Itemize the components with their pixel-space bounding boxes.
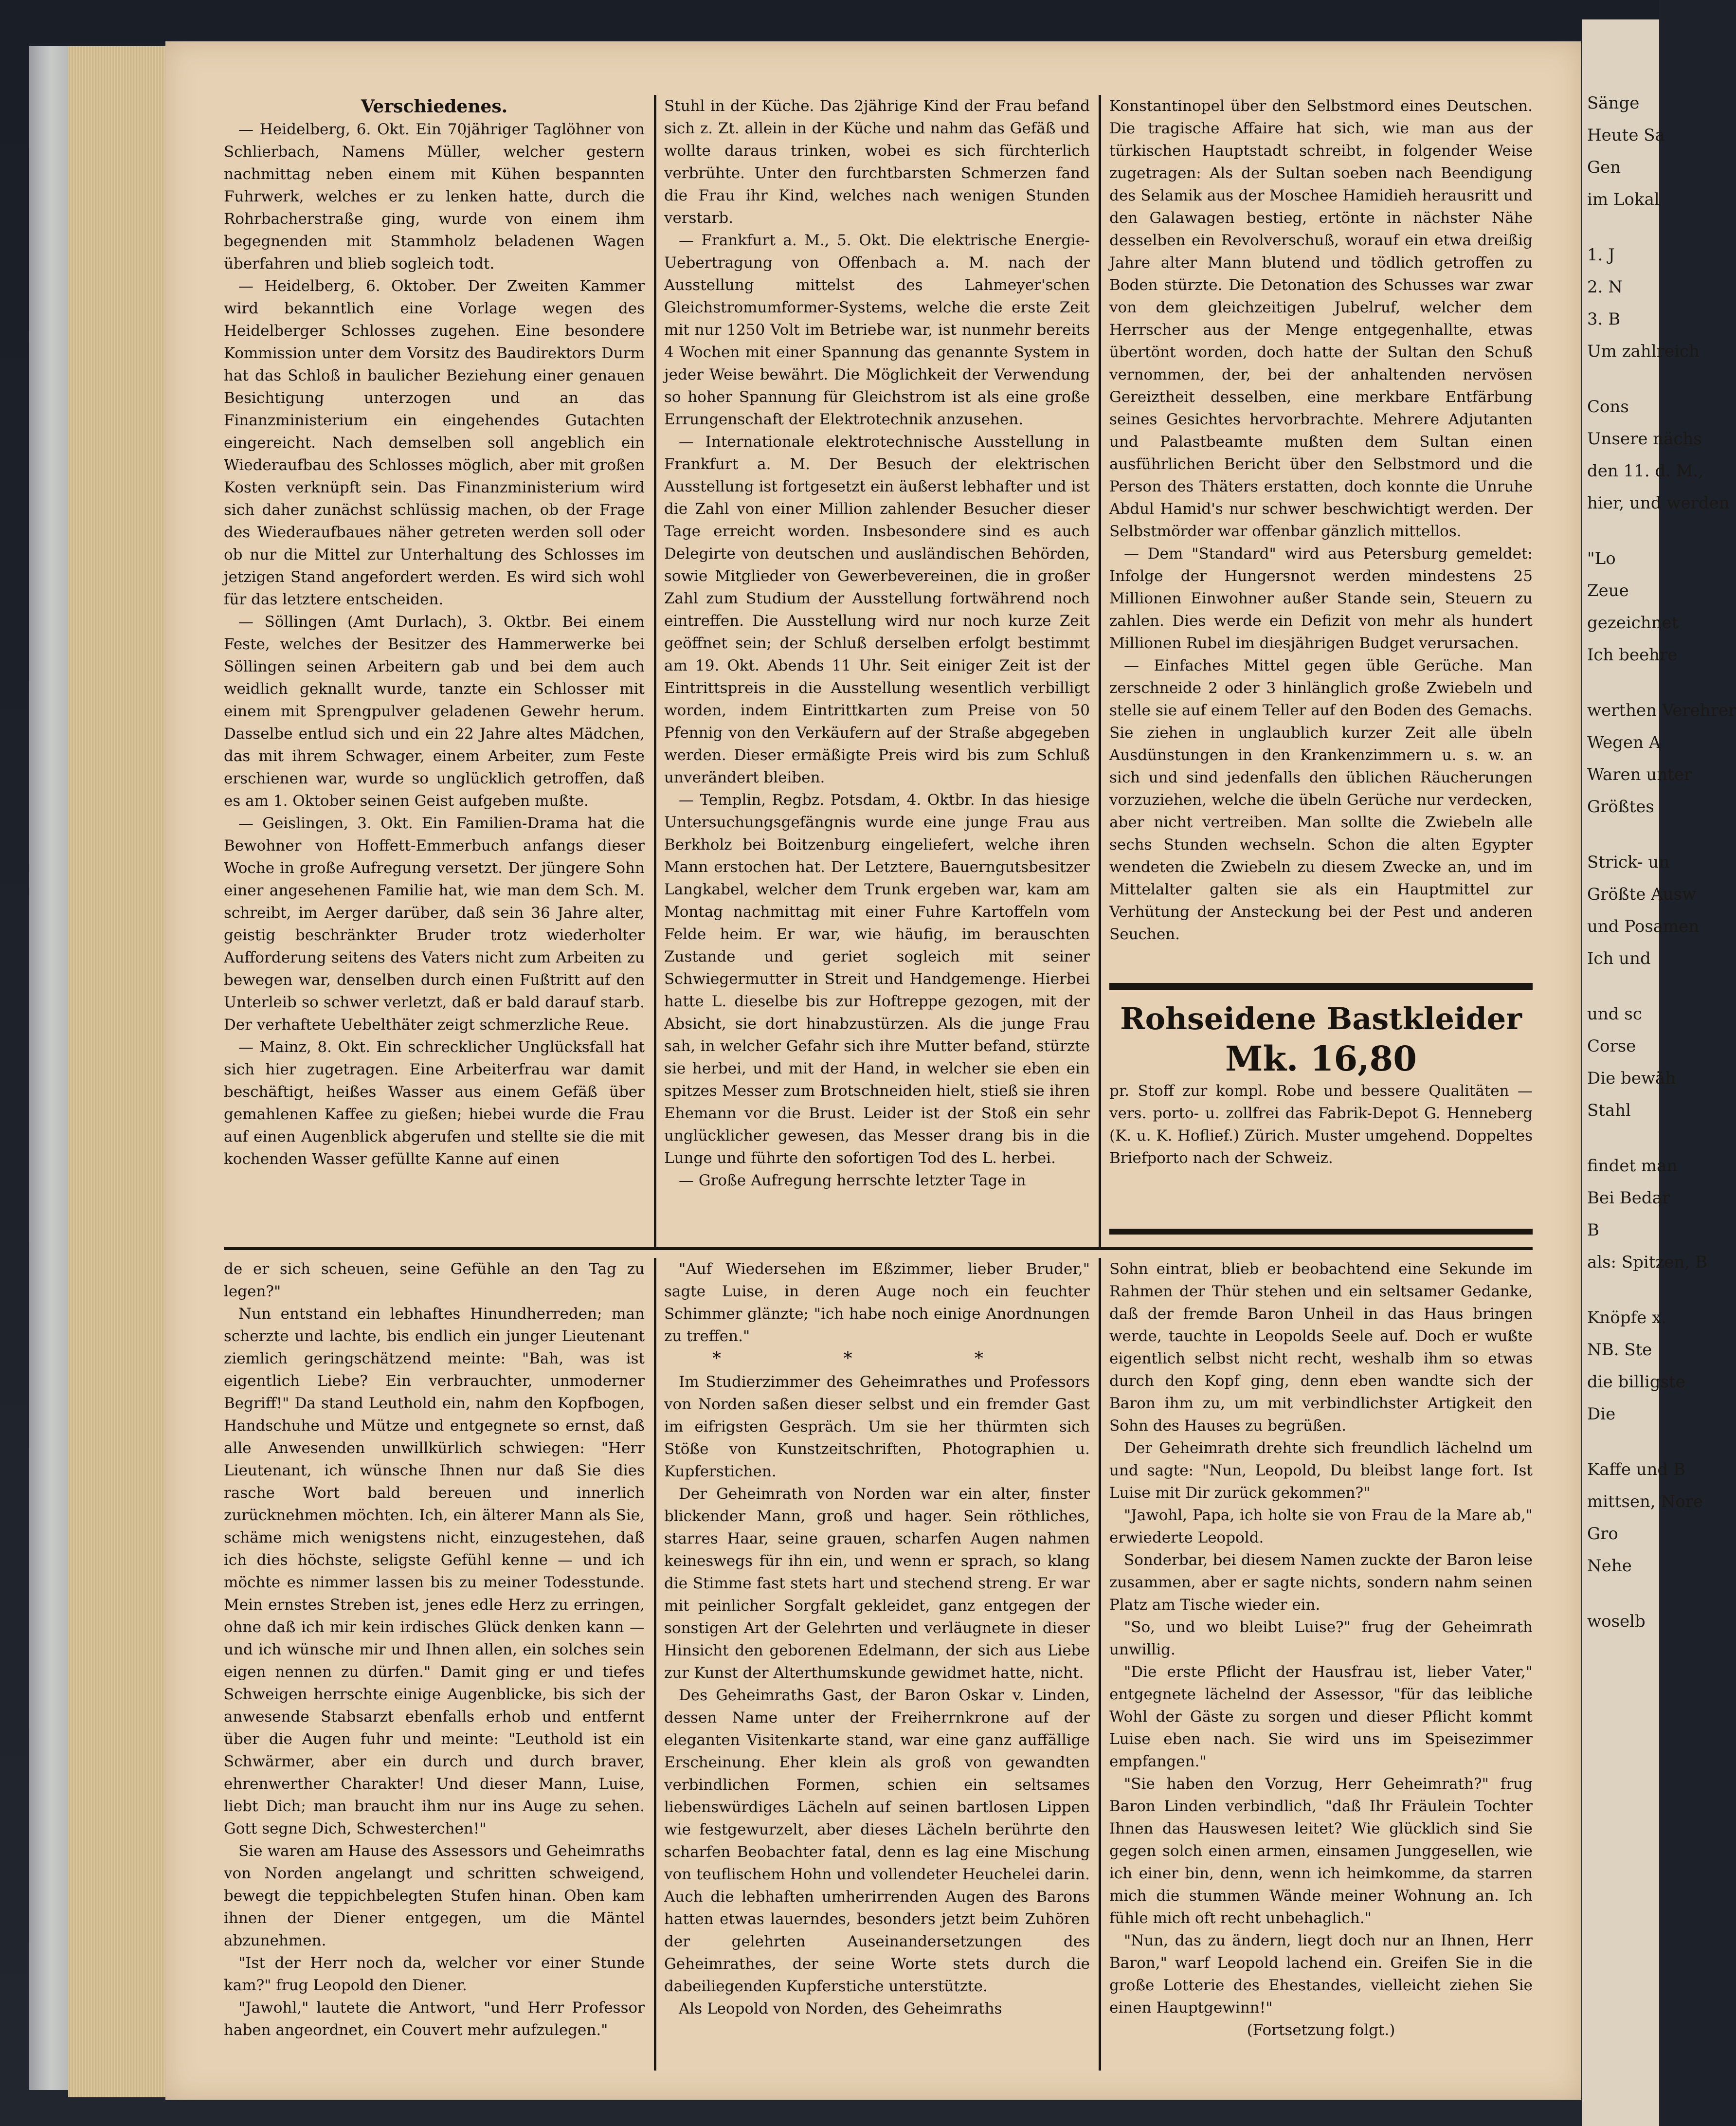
advertisement [1109,1000,1533,1169]
adjacent-page-text: woselb [1587,1612,1646,1631]
serial-paragraph: "Ist der Herr noch da, welcher vor einer Stunde kam?" frug Leopold den Diener. [224,1954,645,1994]
serial-paragraph: Sonderbar, bei diesem Namen zuckte der Baron leise zusammen, aber er sagte nichts, sondern nahm seinen Platz am Tische wieder ein. [1109,1551,1533,1614]
section-divider [224,1247,1533,1250]
adjacent-page-text: mittsen, Nore [1587,1492,1703,1511]
ad-title: Rohseidene Bastkleider [1120,1001,1522,1036]
serial-column-2 [664,1258,1090,2020]
adjacent-page-text: NB. Ste [1587,1340,1652,1360]
serial-paragraph: de er sich scheuen, seine Gefühle an den Tag zu legen?" [224,1260,645,1300]
adjacent-page-text: Gro [1587,1524,1618,1544]
ad-body: pr. Stoff zur kompl. Robe und bessere Qualitäten — vers. porto- u. zollfrei das Fabrik-Depot G. Henneberg (K. u. K. Hoflief.) Zürich. Muster umgehend. Doppeltes Briefporto nach der Schweiz. [1109,1082,1533,1167]
page-stack-edge [68,46,175,2097]
adjacent-page-text: Ich beehre [1587,645,1678,665]
adjacent-page-text: Bei Bedar [1587,1188,1670,1208]
adjacent-page-text: 3. B [1587,309,1621,329]
adjacent-page-text: im Lokal [1587,190,1660,209]
ad-bottom-rule [1109,1229,1533,1235]
section-title: Verschiedenes. [361,96,508,117]
news-item: — Mainz, 8. Okt. Ein schrecklicher Unglücksfall hat sich hier zugetragen. Eine Arbeiterfrau war damit beschäftigt, heißes Wasser aus einem Gefäß über gemahlenen Kaffee zu gießen; hiebei wurde die Frau auf einen Augenblick abgerufen und stellte sie die mit kochenden Wasser gefüllte Kanne auf einen [224,1038,645,1168]
adjacent-page-text: den 11. d. M., [1587,461,1704,481]
section-break-stars: * * * [712,1349,1042,1369]
adjacent-page-text: Heute Sa [1587,126,1665,145]
news-column-2 [664,95,1090,1192]
ad-price: Mk. 16,80 [1225,1038,1417,1079]
adjacent-page-text: hier, und werden [1587,493,1730,513]
adjacent-page-text: gezeichnet [1587,613,1679,633]
adjacent-page-text: Sänge [1587,93,1640,113]
adjacent-page-text: Gen [1587,158,1621,177]
adjacent-page-text: Strick- un [1587,853,1670,872]
news-item: — Internationale elektrotechnische Ausstellung in Frankfurt a. M. Der Besuch der elektrischen Ausstellung ist fortgesetzt ein äußerst lebhafter und ist die Zahl von einer Million zahlender Besucher dieser Tage erreicht worden. Insbesondere sind es auch Delegirte von deutschen und ausländischen Behörden, sowie Mitglieder von Gewerbevereinen, die in großer Zahl zum Studium der Ausstellung fortwährend noch eintreffen. Die Ausstellung wird nur noch kurze Zeit geöffnet sein; der Schluß derselben erfolgt bestimmt am 19. Okt. Abends 11 Uhr. Seit einiger Zeit ist der Eintrittspreis in die Ausstellung wesentlich verbilligt worden, indem Eintrittkarten zum Preise von 50 Pfennig von den Verkäufern auf der Straße abgegeben werden. Dieser ermäßigte Preis wird bis zum Schluß unverändert bleiben. [664,433,1090,786]
adjacent-page-text: findet man [1587,1156,1678,1176]
serial-column-1 [224,1258,645,2041]
serial-paragraph: Nun entstand ein lebhaftes Hinundherreden; man scherzte und lachte, bis endlich ein junger Lieutenant ziemlich geringschätzend meinte: "Bah, was ist eigentlich Liebe? Ein verbrauchter, unmoderner Begriff!" Da stand Leuthold ein, nahm den Kopfbogen, Handschuhe und Mütze und entgegnete so ernst, daß alle Anwesenden unwillkürlich schwiegen: "Herr Lieutenant, ich wünsche Ihnen nur daß Sie dies rasche Wort bald bereuen und innerlich zurücknehmen möchten. Ich, ein älterer Mann als Sie, schäme mich wenigstens nicht, einzugestehen, daß ich dies höchste, seligste Gefühl kenne — und ich möchte es nimmer lassen bis zu meiner Todesstunde. Mein ernstes Streben ist, jenes edle Herz zu erringen, ohne daß ich mir kein irdisches Glück denken kann — und ich wünsche mir und Ihnen allen, ein solches sein eigen nennen zu dürfen." Damit ging er und tiefes Schweigen herrschte einige Augenblicke, bis sich der anwesende Stabsarzt ebenfalls erhob und entfernt über die Augen fuhr und meinte: "Leuthold ist ein Schwärmer, aber ein durch und durch braver, ehrenwerther Charakter! Und dieser Mann, Luise, liebt Dich; man braucht ihm nur ins Auge zu sehen. Gott segne Dich, Schwesterchen!" [224,1305,645,1837]
adjacent-page-text: Knöpfe x. [1587,1308,1667,1327]
adjacent-page-text: B [1587,1220,1599,1240]
adjacent-page-text: Nehe [1587,1556,1632,1576]
adjacent-page-text: 2. N [1587,277,1623,297]
adjacent-page-text: die billigste [1587,1372,1685,1392]
serial-paragraph: Der Geheimrath von Norden war ein alter, finster blickender Mann, groß und hager. Sein röthliches, starres Haar, seine grauen, scharfen Augen nahmen keineswegs für ihn ein, und wenn er sprach, so klang die Stimme fast stets hart und stechend streng. Er war mit peinlicher Sorgfalt gekleidet, ganz entgegen der sonstigen Art der Gelehrten und verläugnete in dieser Hinsicht den geborenen Edelmann, der sich aus Liebe zur Kunst der Alterthumskunde gewidmet hatte, nicht. [664,1485,1090,1682]
serial-paragraph: Im Studierzimmer des Geheimrathes und Professors von Norden saßen dieser selbst und ein fremder Gast im eifrigsten Gespräch. Um sie her thürmten sich Stöße von Kunstzeitschriften, Photographien u. Kupferstichen. [664,1373,1090,1480]
ad-top-rule [1109,983,1533,990]
serial-paragraph: Sohn eintrat, blieb er beobachtend eine Sekunde im Rahmen der Thür stehen und ein seltsamer Gedanke, daß der fremde Baron Unheil in das Haus bringen werde, tauchte in Leopolds Seele auf. Doch er wußte eigentlich selbst nicht recht, weshalb ihm so etwas durch den Kopf ging, denn eben wandte sich der Baron ihm zu, um mit verbindlichster Artigkeit den Sohn des Hauses zu begrüßen. [1109,1260,1533,1435]
adjacent-page-text: Cons [1587,397,1629,417]
adjacent-page-text: und sc [1587,1004,1642,1024]
adjacent-page-text: als: Spitzen, B [1587,1253,1707,1272]
news-item: Stuhl in der Küche. Das 2jährige Kind der Frau befand sich z. Zt. allein in der Küche und nahm das Gefäß und wollte daraus trinken, wobei es sich fürchterlich verbrühte. Unter den furchtbarsten Schmerzen fand die Frau ihr Kind, welches nach wenigen Stunden verstarb. [664,97,1090,227]
newspaper-page [165,41,1581,2100]
news-item: Konstantinopel über den Selbstmord eines Deutschen. Die tragische Affaire hat sich, wie man aus der türkischen Hauptstadt schreibt, in folgender Weise zugetragen: Als der Sultan soeben nach Beendigung des Selamik aus der Moschee Hamidieh herausritt und den Galawagen bestieg, ertönte in nächster Nähe desselben ein Revolverschuß, worauf ein etwa dreißig Jahre alter Mann blutend und tödlich getroffen zu Boden stürzte. Die Detonation des Schusses war zwar von dem gleichzeitigen Jubelruf, welcher dem Herrscher aus der Menge entgegenhallte, etwas übertönt worden, doch hatte der Sultan den Schuß vernommen, der, bei der anhaltenden nervösen Gereiztheit desselben, eine merkbare Entfärbung seines Gesichtes hervorbrachte. Mehrere Adjutanten und Palastbeamte mußten dem Sultan einen ausführlichen Bericht über den Selbstmord und die Person des Thäters erstatten, doch konnte die Unruhe Abdul Hamid's nur schwer beschwichtigt werden. Der Selbstmörder war offenbar gänzlich mittellos. [1109,97,1533,540]
adjacent-page-text: Zeue [1587,581,1629,600]
adjacent-page-text: und Posamen [1587,917,1700,936]
serial-paragraph: Sie waren am Hause des Assessors und Geheimraths von Norden angelangt und schritten schweigend, bewegt die teppichbelegten Stufen hinan. Oben kam ihnen der Diener entgegen, um die Mäntel abzunehmen. [224,1842,645,1949]
column-rule [654,95,656,1248]
news-item: — Heidelberg, 6. Oktober. Der Zweiten Kammer wird bekanntlich eine Vorlage wegen des Heidelberger Schlosses zugehen. Eine besondere Kommission unter dem Vorsitz des Baudirektors Durm hat das Schloß in baulicher Beziehung einer genauen Besichtigung unterzogen und an das Finanzministerium ein eingehendes Gutachten eingereicht. Nach demselben soll angeblich ein Wiederaufbau des Schlosses möglich, aber mit großen Kosten verknüpft sein. Das Finanzministerium wird sich daher zunächst schlüssig machen, ob der Frage des Wiederaufbaues näher getreten werden soll oder ob nur die Mittel zur Unterhaltung des Schlosses im jetzigen Stand angefordert werden. Es wird sich wohl für das letztere entscheiden. [224,277,645,608]
adjacent-page-text: Waren unter [1587,765,1692,784]
column-rule [1099,1258,1101,2071]
serial-paragraph: "Jawohl, Papa, ich holte sie von Frau de la Mare ab," erwiederte Leopold. [1109,1507,1533,1546]
serial-paragraph: "Nun, das zu ändern, liegt doch nur an Ihnen, Herr Baron," warf Leopold lachend ein. Greifen Sie in die große Lotterie des Ehestandes, vielleicht ziehen Sie einen Hauptgewinn!" [1109,1932,1533,2017]
adjacent-page-text: Corse [1587,1036,1636,1056]
adjacent-page-text: Um zahlreich [1587,342,1700,361]
news-item: — Dem "Standard" wird aus Petersburg gemeldet: Infolge der Hungersnot werden mindestens 25 Millionen Einwohner außer Stande sein, Steuern zu zahlen. Dies werde ein Defizit von mehr als hundert Millionen Rubel im diesjährigen Budget verursachen. [1109,545,1533,652]
news-item: — Templin, Regbz. Potsdam, 4. Oktbr. In das hiesige Untersuchungsgefängnis wurde eine junge Frau aus Berkholz bei Boitzenburg eingeliefert, welche ihren Mann erstochen hat. Der Letztere, Bauerngutsbesitzer Langkabel, welcher dem Trunk ergeben war, kam am Montag nachmittag mit einer Fuhre Kartoffeln vom Felde heim. Er war, wie häufig, im berauschten Zustande und geriet sogleich mit seiner Schwiegermutter in Streit und Handgemenge. Hierbei hatte L. dieselbe bis zur Hoftreppe gezogen, mit der Absicht, sie dort hinabzustürzen. Als die junge Frau sah, in welcher Gefahr sich ihre Mutter befand, stürzte sie herbei, und mit der Hand, in welcher sie eben ein spitzes Messer zum Brotschneiden hielt, stieß sie ihren Ehemann vor die Brust. Leider ist der Stoß ein sehr unglücklicher gewesen, das Messer drang bis in die Lunge und führte den sofortigen Tod des L. herbei. [664,791,1090,1167]
serial-paragraph: "So, und wo bleibt Luise?" frug der Geheimrath unwillig. [1109,1618,1533,1658]
news-item: — Frankfurt a. M., 5. Okt. Die elektrische Energie-Uebertragung von Offenbach a. M. nach der Ausstellung mittelst des Lahmeyer'schen Gleichstromumformer-Systems, welche die erste Zeit mit nur 1250 Volt im Betriebe war, ist nunmehr bereits 4 Wochen mit einer Spannung das genannte System in jeder Weise bewährt. Die Möglichkeit der Verwendung so hoher Spannung für Gleichstrom ist als eine große Errungenschaft der Elektrotechnik anzusehen. [664,232,1090,428]
serial-paragraph: "Die erste Pflicht der Hausfrau ist, lieber Vater," entgegnete lächelnd der Assessor, "für das leibliche Wohl der Gäste zu sorgen und dieser Pflicht kommt Luise eben nach. Sie wird uns im Speisezimmer empfangen." [1109,1663,1533,1770]
serial-paragraph: "Jawohl," lautete die Antwort, "und Herr Professor haben angeordnet, ein Couvert mehr aufzulegen." [224,1999,645,2039]
serial-paragraph: Als Leopold von Norden, des Geheimraths [679,2000,1002,2017]
adjacent-page-text: Die bewäh [1587,1069,1676,1088]
column-rule [654,1258,656,2071]
news-item: — Heidelberg, 6. Okt. Ein 70jähriger Taglöhner von Schlierbach, Namens Müller, welcher gestern nachmittag neben einem mit Kühen bespannten Fuhrwerk, welches er zu lenken hatte, durch die Rohrbacherstraße ging, wurde von einem ihm begegnenden mit Stammholz beladenen Wagen überfahren und blieb sogleich todt. [224,121,645,273]
adjacent-page-text: Die [1587,1404,1616,1424]
adjacent-page-text: Größtes [1587,797,1654,817]
adjacent-page-text: Ich und [1587,949,1651,968]
news-item: — Große Aufregung herrschte letzter Tage in [679,1172,1026,1189]
adjacent-page-text: Kaffe und B [1587,1460,1686,1479]
serial-paragraph: "Sie haben den Vorzug, Herr Geheimrath?" frug Baron Linden verbindlich, "daß Ihr Fräulein Tochter Ihnen das Hauswesen leitet? Wie glücklich sind Sie gegen solch einen armen, einsamen Junggesellen, wie ich einer bin, denn, wenn ich heimkomme, da starren mich die stummen Wände meiner Wohnung an. Ich fühle mich oft recht unbehaglich." [1109,1775,1533,1927]
news-item: — Geislingen, 3. Okt. Ein Familien-Drama hat die Bewohner von Hoffett-Emmerbuch anfangs dieser Woche in große Aufregung versetzt. Der jüngere Sohn einer angesehenen Familie hat, wie man dem Sch. M. schreibt, im Aerger darüber, daß sein 36 Jahre alter, geistig beschränkter Bruder trotz wiederholter Aufforderung seitens des Vaters nicht zum Arbeiten zu bewegen war, denselben durch einen Fußtritt auf den Unterleib so schwer verletzt, daß er bald darauf starb. Der verhaftete Uebelthäter zeigt schmerzliche Reue. [224,815,645,1034]
news-item: — Einfaches Mittel gegen üble Gerüche. Man zerschneide 2 oder 3 hinlänglich große Zwiebeln und stelle sie auf einem Teller auf den Boden des Gemachs. Sie ziehen in unglaublich kurzer Zeit alle übeln Ausdünstungen in den Krankenzimmern u. s. w. an sich und sind jedenfalls den üblichen Räucherungen vorzuziehen, welche die übeln Gerüche nur verdecken, aber nicht vertreiben. Man sollte die Zwiebeln alle sechs Stunden wechseln. Schon die alten Egypter wendeten die Zwiebeln zu diesem Zwecke an, und im Mittelalter galten sie als ein Hauptmittel zur Verhütung der Ansteckung bei der Pest und anderen Seuchen. [1109,657,1533,943]
serial-paragraph: "Auf Wiedersehen im Eßzimmer, lieber Bruder," sagte Luise, in deren Auge noch ein feuchter Schimmer glänzte; "ich habe noch einige Anordnungen zu treffen." [664,1260,1090,1345]
serial-column-3 [1109,1258,1533,2041]
adjacent-page-text: "Lo [1587,549,1616,568]
adjacent-page-text: Unsere nächs [1587,429,1702,449]
serial-paragraph: Des Geheimraths Gast, der Baron Oskar v. Linden, dessen Name unter der Freiherrnkrone auf der eleganten Visitenkarte stand, war eine ganz auffällige Erscheinung. Eher klein als groß von gewandten verbindlichen Formen, schien ein seltsames liebenswürdiges Lächeln auf seinen bartlosen Lippen wie festgewurzelt, aber dieses Lächeln berührte den scharfen Beobachter fatal, denn es lag eine Mischung von teuflischem Hohn und vollendeter Heuchelei darin. Auch die lebhaften umherirrenden Augen des Barons hatten etwas lauerndes, besonders jetzt beim Zuhören der gelehrten Auseinandersetzungen des Geheimrathes, der seine Worte stets durch die dabeiliegenden Kupferstiche unterstützte. [664,1687,1090,1995]
adjacent-page-text: Stahl [1587,1101,1631,1120]
adjacent-page-text: Größte Ausw [1587,885,1697,904]
news-column-3 [1109,95,1533,945]
continuation-note: (Fortsetzung folgt.) [1247,2021,1395,2039]
adjacent-page-text: 1. J [1587,245,1615,265]
serial-paragraph: Der Geheimrath drehte sich freundlich lächelnd um und sagte: "Nun, Leopold, Du bleibst lange fort. Ist Luise mit Dir zurück gekommen?" [1109,1439,1533,1502]
adjacent-page-text: Wegen A [1587,733,1661,752]
news-column-1 [224,95,645,1170]
news-item: — Söllingen (Amt Durlach), 3. Oktbr. Bei einem Feste, welches der Besitzer des Hammerwerke bei Söllingen seinen Arbeitern gab und bei dem auch weidlich geknallt wurde, tanzte ein Schlosser mit einem mit Sprengpulver geladenen Gewehr herum. Dasselbe entlud sich und ein 22 Jahre altes Mädchen, das mit ihrem Schwager, einem Arbeiter, zum Feste erschienen war, wurde so unglücklich getroffen, daß es am 1. Oktober seinen Geist aufgeben mußte. [224,613,645,810]
adjacent-page-fragment [1582,19,1736,2126]
column-rule [1099,95,1101,1248]
adjacent-page-text: werthen Verehrer [1587,701,1736,720]
